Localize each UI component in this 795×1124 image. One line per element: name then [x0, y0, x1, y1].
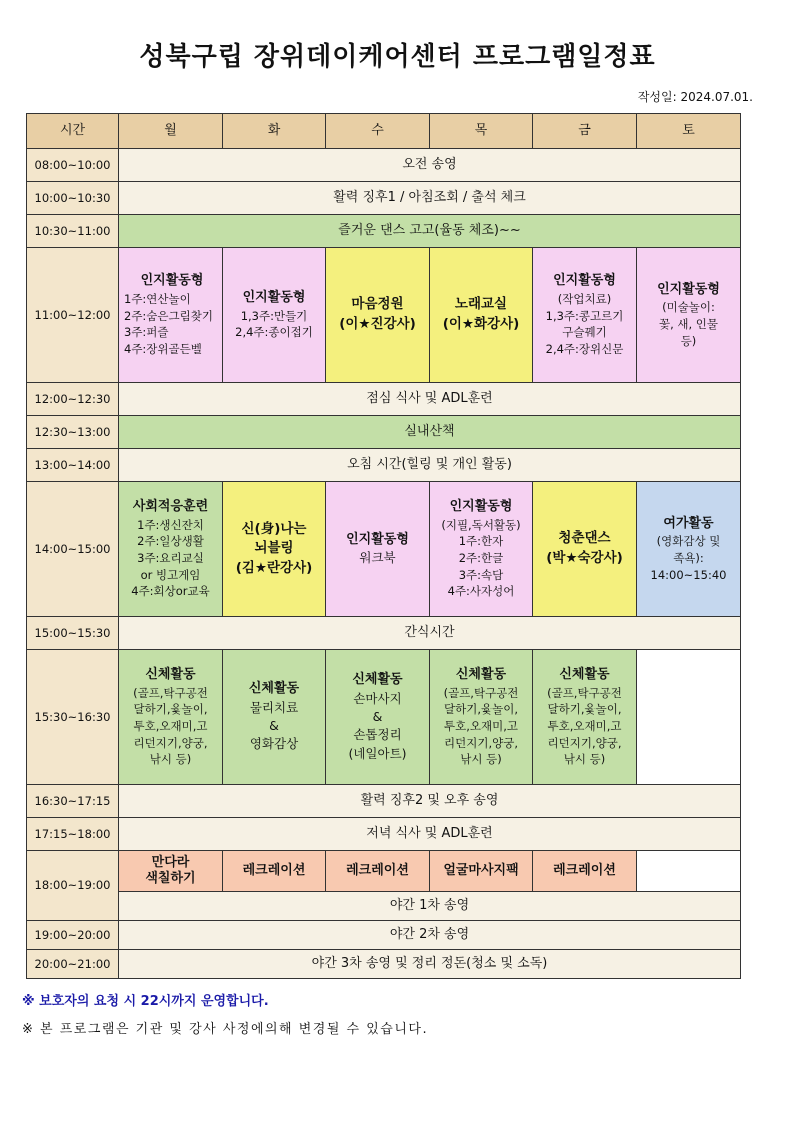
activity-cell: 오침 시간(힐링 및 개인 활동) — [119, 449, 741, 482]
program-title: 신체활동 — [352, 672, 403, 688]
program-cell-tue: 레크레이션 — [223, 851, 326, 892]
program-line: 4주:장위골든벨 — [124, 342, 202, 357]
time-cell: 15:00~15:30 — [27, 617, 119, 650]
instructor: (박★숙강사) — [546, 550, 623, 566]
program-line: 영화감상 — [249, 736, 299, 752]
table-row — [27, 921, 741, 950]
table-row — [27, 818, 741, 851]
header-fri: 금 — [533, 114, 637, 149]
program-title-2: 색칠하기 — [145, 871, 196, 886]
program-line: 낚시 등) — [563, 752, 606, 767]
program-cell-mon — [119, 248, 223, 383]
table-row — [27, 650, 741, 785]
program-line: 2주:한글 — [458, 551, 504, 566]
program-line: 낚시 등) — [460, 752, 502, 767]
time-cell: 11:00~12:00 — [27, 248, 119, 383]
table-row — [27, 182, 741, 215]
program-line: 등) — [680, 333, 697, 348]
activity-cell: 활력 징후2 및 오후 송영 — [119, 785, 741, 818]
program-title: 신체활동 — [145, 666, 196, 682]
program-title: 신체활동 — [455, 666, 507, 682]
program-line: 달하기,윷놀이, — [444, 702, 518, 717]
program-line: 3주:속담 — [458, 567, 504, 582]
change-notice: ※ 본 프로그램은 기관 및 강사 사정에의해 변경될 수 있습니다. — [22, 1022, 429, 1037]
program-line: 리던지기,양궁, — [444, 735, 518, 750]
program-line: 달하기,윷놀이, — [547, 702, 622, 717]
program-line: 4주:사자성어 — [447, 584, 515, 599]
program-cell-fri — [533, 650, 637, 785]
table-row — [27, 416, 741, 449]
program-line: 손마사지 — [353, 691, 402, 707]
program-line: 1주:생신잔치 — [137, 517, 204, 532]
program-title: 청춘댄스 — [558, 530, 611, 547]
time-cell: 17:15~18:00 — [27, 818, 119, 851]
program-title: 신체활동 — [248, 681, 300, 697]
program-title: 인지활동형 — [242, 289, 306, 305]
time-cell: 10:00~10:30 — [27, 182, 119, 215]
program-line: & — [269, 718, 279, 734]
program-cell-fri — [533, 482, 637, 617]
table-row — [27, 149, 741, 182]
operating-hours-note: ※ 보호자의 요청 시 22시까지 운영합니다. — [22, 994, 269, 1009]
header-row — [27, 114, 741, 149]
program-line: (작업치료) — [557, 292, 612, 307]
program-cell-sat-empty — [637, 650, 741, 785]
program-line: 투호,오재미,고 — [133, 719, 208, 734]
program-line: (골프,탁구공전 — [133, 685, 208, 700]
header-thu: 목 — [430, 114, 533, 149]
program-cell-mon — [119, 851, 223, 892]
header-time: 시간 — [27, 114, 119, 149]
program-line: (골프,탁구공전 — [443, 685, 519, 700]
time-cell: 10:30~11:00 — [27, 215, 119, 248]
program-line: 1주:한자 — [458, 534, 504, 549]
program-line: 4주:회상or교육 — [131, 584, 210, 599]
instructor: (이★화강사) — [442, 316, 520, 332]
program-title: 인지활동형 — [140, 273, 204, 289]
program-line: 구슬꿰기 — [562, 325, 607, 340]
program-line: (미술놀이: — [662, 300, 715, 315]
time-cell: 18:00~19:00 — [27, 851, 119, 921]
time-cell: 14:00~15:00 — [27, 482, 119, 617]
table-row — [27, 892, 741, 921]
program-line: & — [372, 709, 383, 725]
program-line: 낚시 등) — [149, 752, 192, 767]
program-line: or 빙고게임 — [140, 567, 201, 582]
program-title: 마음정원 — [351, 296, 404, 313]
program-title: 만다라 — [151, 854, 190, 870]
activity-cell: 야간 3차 송영 및 정리 정돈(청소 및 소독) — [119, 950, 741, 979]
program-line: 2,4주:장위신문 — [545, 342, 624, 357]
program-cell-fri: 레크레이션 — [533, 851, 637, 892]
activity-cell: 오전 송영 — [119, 149, 741, 182]
activity-cell: 저녁 식사 및 ADL훈련 — [119, 818, 741, 851]
program-line: (네일아트) — [348, 745, 407, 761]
time-cell: 12:00~12:30 — [27, 383, 119, 416]
program-cell-thu — [430, 482, 533, 617]
program-cell-fri — [533, 248, 637, 383]
time-cell: 16:30~17:15 — [27, 785, 119, 818]
table-row — [27, 449, 741, 482]
program-line: (지필,독서활동) — [441, 517, 521, 532]
header-wed: 수 — [326, 114, 430, 149]
program-cell-wed — [326, 248, 430, 383]
schedule-table — [26, 113, 741, 979]
table-row — [27, 785, 741, 818]
program-cell-thu — [430, 650, 533, 785]
program-cell-mon — [119, 650, 223, 785]
program-title-2: 뇌블링 — [254, 540, 294, 557]
program-line: 2주:숨은그림찾기 — [124, 308, 213, 323]
table-row — [27, 215, 741, 248]
program-line: 워크북 — [359, 550, 396, 566]
program-cell-wed — [326, 650, 430, 785]
program-line: 투호,오재미,고 — [444, 719, 518, 734]
instructor: (이★진강사) — [339, 316, 416, 332]
activity-cell: 활력 징후1 / 아침조회 / 출석 체크 — [119, 182, 741, 215]
time-cell: 20:00~21:00 — [27, 950, 119, 979]
program-cell-sat-empty — [637, 851, 741, 892]
table-row — [27, 248, 741, 383]
table-row — [27, 950, 741, 979]
program-cell-tue — [223, 482, 326, 617]
program-line: 물리치료 — [249, 700, 299, 716]
program-title: 인지활동형 — [553, 273, 616, 289]
program-title: 인지활동형 — [346, 531, 409, 547]
time-cell: 19:00~20:00 — [27, 921, 119, 950]
page-title: 성북구립 장위데이케어센터 프로그램일정표 — [139, 42, 656, 72]
program-line: 달하기,윷놀이, — [133, 702, 208, 717]
program-cell-thu — [430, 248, 533, 383]
activity-cell: 즐거운 댄스 고고(율동 체조)~~ — [119, 215, 741, 248]
table-row — [27, 617, 741, 650]
program-cell-thu: 얼굴마사지팩 — [430, 851, 533, 892]
header-mon: 월 — [119, 114, 223, 149]
program-cell-sat — [637, 248, 741, 383]
program-line: 손톱정리 — [353, 727, 402, 743]
program-cell-wed: 레크레이션 — [326, 851, 430, 892]
program-line: 2,4주:종이접기 — [235, 325, 313, 340]
time-cell: 15:30~16:30 — [27, 650, 119, 785]
header-sat: 토 — [637, 114, 741, 149]
table-row — [27, 482, 741, 617]
table-row — [27, 851, 741, 892]
program-line: 3주:요리교실 — [137, 551, 204, 566]
program-line: 3주:퍼즐 — [124, 325, 169, 340]
program-line: 1주:연산놀이 — [124, 292, 191, 307]
program-cell-mon — [119, 482, 223, 617]
activity-cell: 야간 1차 송영 — [119, 892, 741, 921]
program-line: (골프,탁구공전 — [547, 685, 622, 700]
program-title: 노래교실 — [454, 296, 508, 313]
activity-cell: 간식시간 — [119, 617, 741, 650]
activity-cell: 점심 식사 및 ADL훈련 — [119, 383, 741, 416]
program-title: 신(身)나는 — [241, 520, 307, 537]
program-line: 1,3주:콩고르기 — [545, 308, 624, 323]
program-line: 투호,오재미,고 — [547, 719, 622, 734]
program-cell-tue — [223, 650, 326, 785]
program-cell-sat — [637, 482, 741, 617]
program-line: 1,3주:만들기 — [240, 308, 308, 323]
program-line: 리던지기,양궁, — [133, 735, 208, 750]
program-title: 신체활동 — [559, 666, 610, 682]
time-cell: 08:00~10:00 — [27, 149, 119, 182]
program-title: 여가활동 — [663, 515, 714, 531]
activity-cell: 야간 2차 송영 — [119, 921, 741, 950]
program-line: 14:00~15:40 — [650, 567, 727, 582]
program-cell-tue — [223, 248, 326, 383]
program-cell-wed — [326, 482, 430, 617]
program-line: 족욕): — [673, 551, 704, 566]
table-row — [27, 383, 741, 416]
program-title: 인지활동형 — [449, 498, 513, 514]
instructor: (김★란강사) — [235, 559, 313, 576]
time-cell: 13:00~14:00 — [27, 449, 119, 482]
created-date: 작성일: 2024.07.01. — [637, 90, 753, 104]
header-tue: 화 — [223, 114, 326, 149]
program-title: 인지활동형 — [657, 281, 720, 297]
program-line: (영화감상 및 — [656, 534, 721, 549]
activity-cell: 실내산책 — [119, 416, 741, 449]
program-line: 꽃, 새, 인물 — [658, 317, 719, 332]
program-line: 리던지기,양궁, — [547, 735, 622, 750]
time-cell: 12:30~13:00 — [27, 416, 119, 449]
program-line: 2주:일상생활 — [137, 534, 204, 549]
program-title: 사회적응훈련 — [132, 498, 209, 514]
